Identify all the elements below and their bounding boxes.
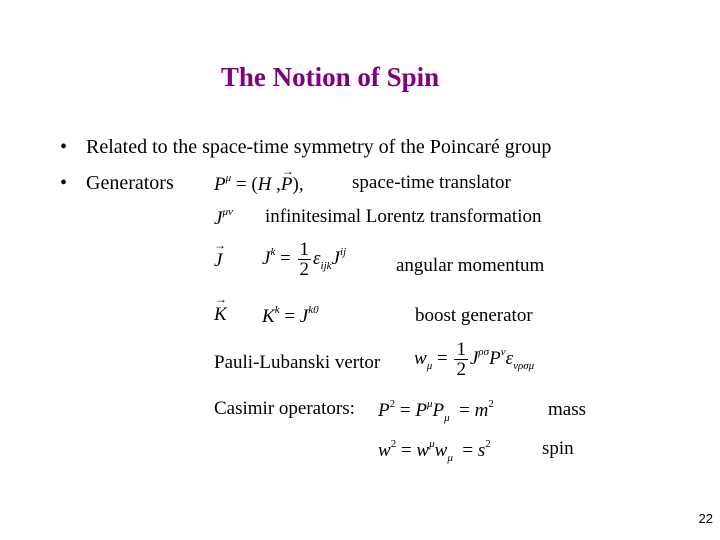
eq-lorentz-generator: $J^{\mu\nu}$ [214, 206, 233, 229]
bullet-poincare [60, 136, 551, 159]
boost-label: boost generator [415, 305, 533, 326]
bullet-dot: • [60, 136, 68, 158]
eq-angular-momentum: $J^k$ = $\frac{1}{2}$ $\varepsilon_{ijk}J^{ij}$ [262, 239, 347, 280]
angular-label: angular momentum [396, 255, 545, 276]
eq-boost-generator: $K^k = J^{k0}$ [262, 304, 319, 327]
eq-pauli-lubanski: $w_\mu$ = $\frac{1}{2}$ $J^{\rho\sigma}P^\nu\varepsilon_{\nu\rho\sigma\mu}$ [414, 339, 535, 380]
lorentz-label: infinitesimal Lorentz transformation [265, 206, 542, 227]
spin-label: spin [542, 438, 574, 459]
bullet-dot: • [60, 172, 68, 194]
page-number: 22 [698, 511, 713, 526]
bullet-text: Related to the space-time symmetry of the Poincaré group [86, 136, 552, 158]
eq-angular-vector: J → [214, 238, 226, 271]
bullet-text: Generators [86, 172, 174, 194]
casimir-label: Casimir operators: [214, 398, 355, 419]
pauli-label: Pauli-Lubanski vertor [214, 352, 381, 373]
translator-label: space-time translator [352, 172, 511, 193]
eq-boost-vector: K → [214, 292, 227, 325]
eq-momentum-generator: $P^\mu = (H$ ,P → ), [214, 164, 304, 195]
eq-spin-casimir: $w^2 = w^\mu w_\mu = s^2$ [378, 438, 491, 464]
mass-label: mass [548, 399, 586, 420]
eq-mass-casimir: $P^2 = P^\mu P_\mu = m^2$ [378, 398, 494, 424]
slide-title: The Notion of Spin [220, 62, 440, 92]
bullet-generators [60, 172, 174, 195]
